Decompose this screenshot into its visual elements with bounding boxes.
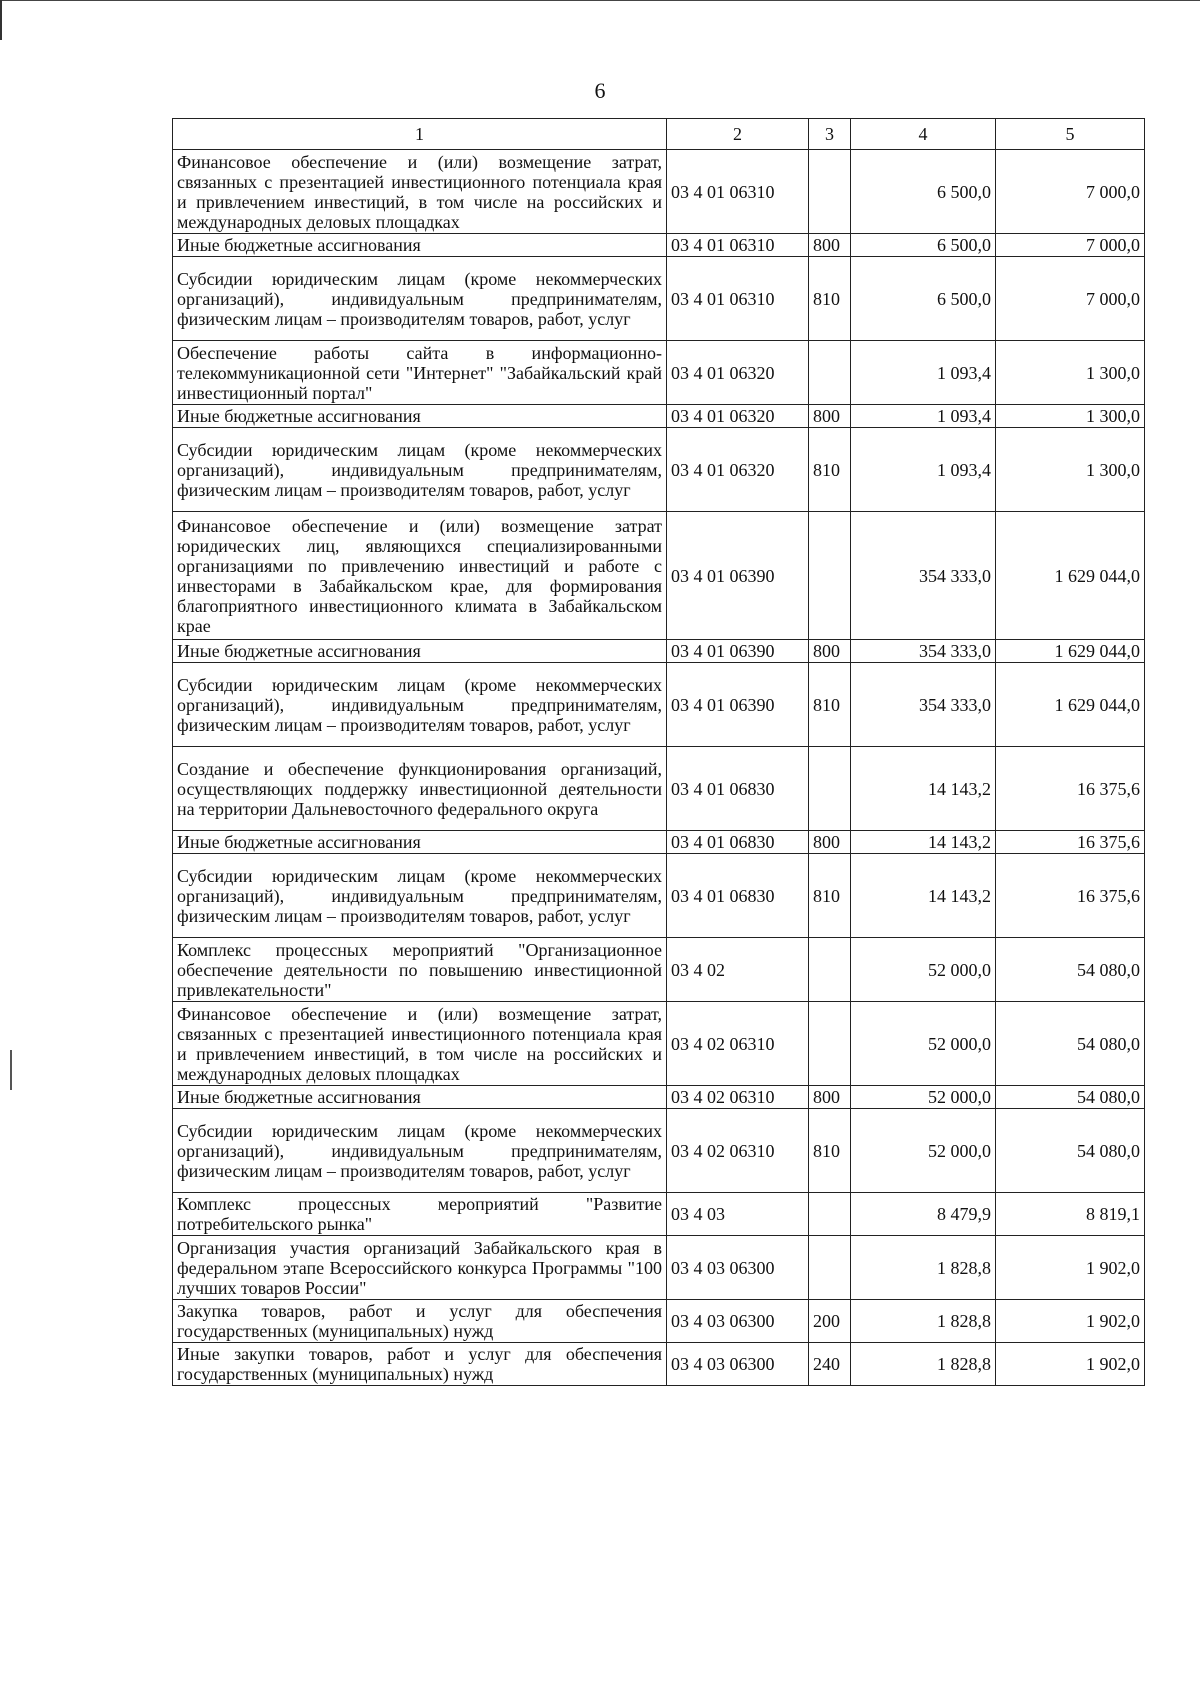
- row-code-cell: 03 4 03: [667, 1193, 809, 1236]
- row-name-cell: Субсидии юридическим лицам (кроме некоммерческих организаций), индивидуальным предпринимателям, физическим лицам – производителям товаров, работ, услуг: [173, 663, 667, 747]
- scan-edge-left: [0, 0, 4, 40]
- row-expense-type-cell: [809, 938, 851, 1002]
- row-expense-type-cell: 800: [809, 405, 851, 428]
- row-expense-type-cell: 810: [809, 257, 851, 341]
- row-amount-cell: 354 333,0: [851, 640, 996, 663]
- row-expense-type-cell: [809, 512, 851, 640]
- row-amount-cell: 52 000,0: [851, 1002, 996, 1086]
- row-name-cell: Финансовое обеспечение и (или) возмещение затрат, связанных с презентацией инвестиционного потенциала края и привлечением инвестиций, в том числе на российских и международных деловых площадках: [173, 150, 667, 234]
- row-expense-type-cell: [809, 1236, 851, 1300]
- row-name-cell: Организация участия организаций Забайкальского края в федеральном этапе Всероссийского конкурса Программы "100 лучших товаров России": [173, 1236, 667, 1300]
- row-expense-type-cell: 800: [809, 234, 851, 257]
- row-name-cell: Комплекс процессных мероприятий "Организационное обеспечение деятельности по повышению инвестиционной привлекательности": [173, 938, 667, 1002]
- row-code-cell: 03 4 01 06830: [667, 854, 809, 938]
- row-expense-type-cell: 810: [809, 1109, 851, 1193]
- column-header: 1: [173, 119, 667, 150]
- row-amount-cell: 7 000,0: [996, 150, 1145, 234]
- row-amount-cell: 1 902,0: [996, 1236, 1145, 1300]
- row-amount-cell: 354 333,0: [851, 663, 996, 747]
- table-row: [173, 831, 1145, 854]
- table-row: [173, 640, 1145, 663]
- row-amount-cell: 1 093,4: [851, 405, 996, 428]
- row-amount-cell: 8 819,1: [996, 1193, 1145, 1236]
- row-name-cell: Иные бюджетные ассигнования: [173, 831, 667, 854]
- row-code-cell: 03 4 01 06310: [667, 234, 809, 257]
- row-amount-cell: 1 828,8: [851, 1300, 996, 1343]
- row-expense-type-cell: [809, 1002, 851, 1086]
- row-code-cell: 03 4 01 06320: [667, 428, 809, 512]
- row-name-cell: Комплекс процессных мероприятий "Развитие потребительского рынка": [173, 1193, 667, 1236]
- row-amount-cell: 14 143,2: [851, 854, 996, 938]
- row-amount-cell: 54 080,0: [996, 938, 1145, 1002]
- row-amount-cell: 52 000,0: [851, 938, 996, 1002]
- row-amount-cell: 7 000,0: [996, 234, 1145, 257]
- row-name-cell: Иные бюджетные ассигнования: [173, 1086, 667, 1109]
- row-expense-type-cell: 800: [809, 1086, 851, 1109]
- row-expense-type-cell: 810: [809, 854, 851, 938]
- row-expense-type-cell: 810: [809, 428, 851, 512]
- row-amount-cell: 6 500,0: [851, 257, 996, 341]
- row-amount-cell: 1 093,4: [851, 341, 996, 405]
- row-code-cell: 03 4 01 06310: [667, 150, 809, 234]
- table-row: [173, 1236, 1145, 1300]
- row-expense-type-cell: [809, 1193, 851, 1236]
- table-row: [173, 512, 1145, 640]
- column-header: 4: [851, 119, 996, 150]
- table-row: [173, 1300, 1145, 1343]
- row-expense-type-cell: [809, 150, 851, 234]
- row-amount-cell: 1 300,0: [996, 341, 1145, 405]
- row-amount-cell: 1 300,0: [996, 428, 1145, 512]
- row-amount-cell: 6 500,0: [851, 150, 996, 234]
- row-amount-cell: 1 629 044,0: [996, 512, 1145, 640]
- row-amount-cell: 16 375,6: [996, 831, 1145, 854]
- row-name-cell: Финансовое обеспечение и (или) возмещение затрат, связанных с презентацией инвестиционного потенциала края и привлечением инвестиций, в том числе на российских и международных деловых площадках: [173, 1002, 667, 1086]
- row-code-cell: 03 4 02: [667, 938, 809, 1002]
- row-amount-cell: 54 080,0: [996, 1109, 1145, 1193]
- row-amount-cell: 1 300,0: [996, 405, 1145, 428]
- row-name-cell: Обеспечение работы сайта в информационно-телекоммуникационной сети "Интернет" "Забайкальский край инвестиционный портал": [173, 341, 667, 405]
- column-header: 2: [667, 119, 809, 150]
- row-name-cell: Субсидии юридическим лицам (кроме некоммерческих организаций), индивидуальным предпринимателям, физическим лицам – производителям товаров, работ, услуг: [173, 428, 667, 512]
- row-amount-cell: 1 902,0: [996, 1300, 1145, 1343]
- scan-mark: [10, 1050, 12, 1090]
- row-expense-type-cell: 810: [809, 663, 851, 747]
- table-row: [173, 234, 1145, 257]
- table-row: [173, 1109, 1145, 1193]
- table-row: [173, 150, 1145, 234]
- row-name-cell: Иные бюджетные ассигнования: [173, 234, 667, 257]
- row-code-cell: 03 4 02 06310: [667, 1109, 809, 1193]
- row-expense-type-cell: 240: [809, 1343, 851, 1386]
- row-amount-cell: 1 629 044,0: [996, 663, 1145, 747]
- column-header: 3: [809, 119, 851, 150]
- row-amount-cell: 52 000,0: [851, 1109, 996, 1193]
- row-expense-type-cell: 800: [809, 640, 851, 663]
- row-code-cell: 03 4 01 06390: [667, 663, 809, 747]
- row-code-cell: 03 4 01 06390: [667, 640, 809, 663]
- row-code-cell: 03 4 01 06320: [667, 341, 809, 405]
- row-amount-cell: 14 143,2: [851, 747, 996, 831]
- row-name-cell: Финансовое обеспечение и (или) возмещение затрат юридических лиц, являющихся специализированными организациями по привлечению инвестиций и работе с инвесторами в Забайкальском крае, для формирования благоприятного инвестиционного климата в Забайкальском крае: [173, 512, 667, 640]
- row-code-cell: 03 4 02 06310: [667, 1086, 809, 1109]
- row-name-cell: Субсидии юридическим лицам (кроме некоммерческих организаций), индивидуальным предпринимателям, физическим лицам – производителям товаров, работ, услуг: [173, 1109, 667, 1193]
- row-amount-cell: 7 000,0: [996, 257, 1145, 341]
- row-amount-cell: 54 080,0: [996, 1002, 1145, 1086]
- table-row: [173, 1002, 1145, 1086]
- row-amount-cell: 16 375,6: [996, 747, 1145, 831]
- row-code-cell: 03 4 01 06390: [667, 512, 809, 640]
- table-body: [173, 150, 1145, 1386]
- table-row: [173, 1343, 1145, 1386]
- row-expense-type-cell: [809, 341, 851, 405]
- row-amount-cell: 1 093,4: [851, 428, 996, 512]
- row-name-cell: Иные бюджетные ассигнования: [173, 640, 667, 663]
- row-name-cell: Иные закупки товаров, работ и услуг для обеспечения государственных (муниципальных) нужд: [173, 1343, 667, 1386]
- table-row: [173, 938, 1145, 1002]
- row-name-cell: Иные бюджетные ассигнования: [173, 405, 667, 428]
- table-row: [173, 1086, 1145, 1109]
- row-amount-cell: 1 828,8: [851, 1343, 996, 1386]
- row-code-cell: 03 4 01 06320: [667, 405, 809, 428]
- table-row: [173, 663, 1145, 747]
- table-row: [173, 1193, 1145, 1236]
- row-name-cell: Субсидии юридическим лицам (кроме некоммерческих организаций), индивидуальным предпринимателям, физическим лицам – производителям товаров, работ, услуг: [173, 854, 667, 938]
- row-code-cell: 03 4 03 06300: [667, 1236, 809, 1300]
- row-amount-cell: 14 143,2: [851, 831, 996, 854]
- row-amount-cell: 52 000,0: [851, 1086, 996, 1109]
- row-code-cell: 03 4 02 06310: [667, 1002, 809, 1086]
- row-code-cell: 03 4 01 06310: [667, 257, 809, 341]
- table-row: [173, 257, 1145, 341]
- table-row: [173, 405, 1145, 428]
- header-row: [173, 119, 1145, 150]
- row-amount-cell: 8 479,9: [851, 1193, 996, 1236]
- row-amount-cell: 1 902,0: [996, 1343, 1145, 1386]
- table-row: [173, 854, 1145, 938]
- column-header: 5: [996, 119, 1145, 150]
- table-row: [173, 747, 1145, 831]
- row-code-cell: 03 4 01 06830: [667, 747, 809, 831]
- row-expense-type-cell: 800: [809, 831, 851, 854]
- row-amount-cell: 16 375,6: [996, 854, 1145, 938]
- scan-edge: [0, 0, 1200, 4]
- row-code-cell: 03 4 03 06300: [667, 1343, 809, 1386]
- row-amount-cell: 1 629 044,0: [996, 640, 1145, 663]
- row-amount-cell: 6 500,0: [851, 234, 996, 257]
- budget-table: [172, 118, 1145, 1386]
- table-row: [173, 428, 1145, 512]
- row-amount-cell: 354 333,0: [851, 512, 996, 640]
- row-name-cell: Субсидии юридическим лицам (кроме некоммерческих организаций), индивидуальным предпринимателям, физическим лицам – производителям товаров, работ, услуг: [173, 257, 667, 341]
- row-amount-cell: 1 828,8: [851, 1236, 996, 1300]
- row-code-cell: 03 4 03 06300: [667, 1300, 809, 1343]
- row-name-cell: Создание и обеспечение функционирования организаций, осуществляющих поддержку инвестиционной деятельности на территории Дальневосточного федерального округа: [173, 747, 667, 831]
- row-amount-cell: 54 080,0: [996, 1086, 1145, 1109]
- table-row: [173, 341, 1145, 405]
- page-number: 6: [594, 78, 606, 103]
- row-code-cell: 03 4 01 06830: [667, 831, 809, 854]
- row-name-cell: Закупка товаров, работ и услуг для обеспечения государственных (муниципальных) нужд: [173, 1300, 667, 1343]
- row-expense-type-cell: [809, 747, 851, 831]
- row-expense-type-cell: 200: [809, 1300, 851, 1343]
